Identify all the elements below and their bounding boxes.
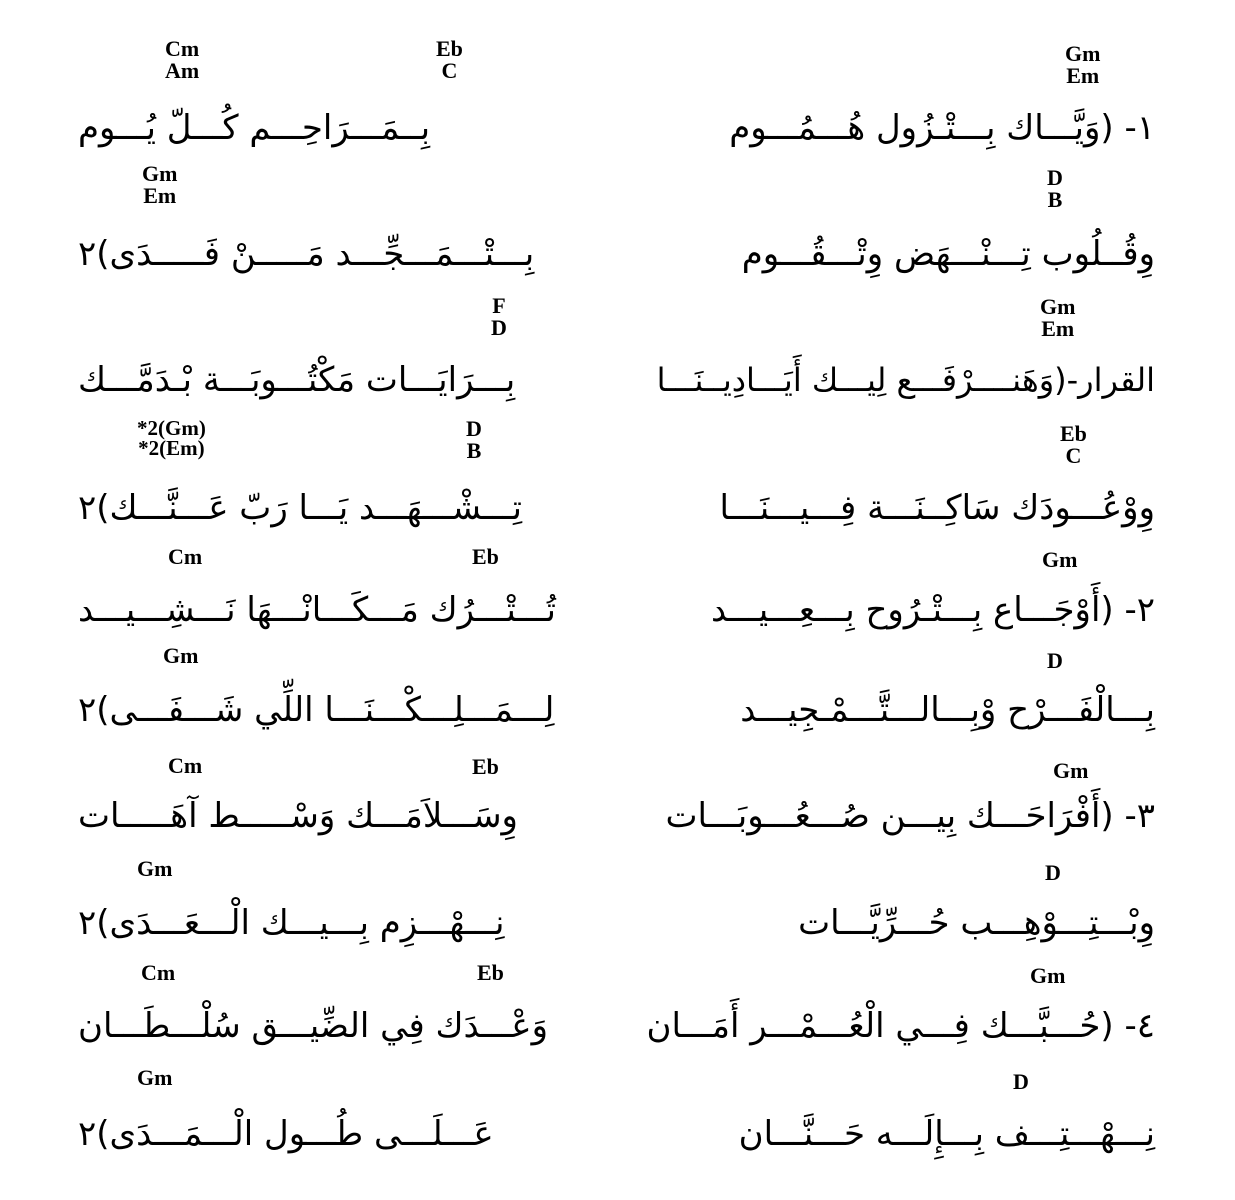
chord-bottom: *2(Em) <box>138 436 205 460</box>
chord-top: D <box>1047 165 1063 190</box>
chord-top: Gm <box>137 856 173 881</box>
lyric-line-right: ٣- (أَفْرَاحَـــك بِيـــن صُـــعُـــوبَـــات <box>665 796 1155 836</box>
chord-top: Eb <box>1060 421 1087 446</box>
chord-bottom: Am <box>165 58 200 83</box>
chord-top: Gm <box>1030 963 1066 988</box>
chord-top: Gm <box>142 161 178 186</box>
chord-top: Gm <box>1040 294 1076 319</box>
chord-label <box>1013 1071 1029 1093</box>
chord-label <box>168 755 202 777</box>
chord-top: D <box>1013 1069 1029 1094</box>
lyric-line-right: نِـــهْـــتِـــف بِـــإِلَـــه حَـــنَّـــان <box>738 1114 1155 1154</box>
chord-top: Cm <box>165 36 200 61</box>
chord-bottom: D <box>491 315 507 340</box>
chord-label <box>1030 965 1065 987</box>
chord-top: Eb <box>436 36 463 61</box>
chord-label <box>1047 167 1063 211</box>
chord-label <box>466 418 482 462</box>
chord-label <box>1053 760 1088 782</box>
chord-top: Gm <box>163 643 199 668</box>
chord-top: Gm <box>1065 41 1101 66</box>
chord-label <box>477 962 504 984</box>
chord-top: D <box>1047 648 1063 673</box>
chord-label <box>165 38 199 82</box>
lyric-line-right: ١- (وَيَّـــاك بِـــتْـزُول هُـــمُـــوم <box>729 108 1155 148</box>
chord-label <box>1042 549 1077 571</box>
chord-label <box>137 418 206 458</box>
chord-bottom: Em <box>1066 63 1100 88</box>
chord-label <box>142 163 177 207</box>
chord-top: F <box>492 293 506 318</box>
lyric-line-left: بِـــرَايَـــات مَكْتُـــوبَـــة بْـدَمَّـــك <box>78 360 516 400</box>
chord-top: Gm <box>1053 758 1089 783</box>
chord-label <box>472 546 499 568</box>
lyric-line-right: ٤- (حُـــبَّـــك فِـــي الْعُـــمْـــر أَمَـــان <box>646 1006 1155 1046</box>
lyric-line-left: تُـــتْـــرُك مَـــكَـــانْـــهَا نَـــشِـــيـــد <box>78 590 556 630</box>
lyric-line-left: لِـــمَـــلِـــكْـــنَـــا اللِّي شَـــفَـــى)٢ <box>78 690 555 730</box>
chord-top: Gm <box>1042 547 1078 572</box>
chord-top: D <box>466 416 482 441</box>
chord-top: Eb <box>472 544 499 569</box>
chord-label <box>137 1067 172 1089</box>
chord-label <box>1060 423 1087 467</box>
chord-bottom: Em <box>1041 316 1075 341</box>
lyric-line-left: بِــمَـــرَاحِـــم كُـــلّ يُـــوم <box>78 108 431 148</box>
lyric-line-right: وِبْـــتِـــوْهِـــب حُـــرِّيَّـــات <box>798 903 1155 943</box>
chord-top: Eb <box>477 960 504 985</box>
chord-label <box>137 858 172 880</box>
chord-label <box>1045 862 1061 884</box>
chord-label <box>472 756 499 778</box>
lyric-line-left: وِسَـــلاَمَـــك وَسْـــــط آهَـــــات <box>78 796 518 836</box>
chord-top: *2(Gm) <box>137 416 206 440</box>
lyric-line-right: ٢- (أَوْجَـــاع بِـــتْـرُوح بِـــعِـــيـــد <box>711 590 1155 630</box>
chord-top: Cm <box>168 753 203 778</box>
chord-label <box>141 962 175 984</box>
chord-bottom: C <box>1065 443 1082 468</box>
chord-label <box>1040 296 1075 340</box>
chord-label <box>1047 650 1063 672</box>
chord-bottom: B <box>466 438 482 463</box>
chord-top: Eb <box>472 754 499 779</box>
chord-top: Cm <box>141 960 176 985</box>
lyric-line-left: بِـــتْـــمَـــجِّـــد مَـــــنْ فَـــــدَى)٢ <box>78 234 535 274</box>
chord-bottom: B <box>1047 187 1063 212</box>
lyric-line-left: تِـــشْـــهَـــد يَـــا رَبّ عَـــنَّـــك)٢ <box>78 488 523 528</box>
chord-top: Cm <box>168 544 203 569</box>
lyric-line-left: وَعْـــدَك فِي الضِّيـــق سُلْـــطَـــان <box>78 1006 548 1046</box>
chord-bottom: C <box>441 58 458 83</box>
lyric-line-left: نِـــهْـــزِم بِـــيـــك الْـــعَـــدَى)٢ <box>78 903 505 943</box>
chord-label <box>436 38 463 82</box>
chord-label <box>491 295 507 339</box>
lyric-line-right: بِـــالْفَـــرْح وْبِـــالـــتَّـــمْـجِيـــد <box>740 690 1155 730</box>
lyric-line-left: عَـــلَـــى طُـــول الْـــمَـــدَى)٢ <box>78 1114 494 1154</box>
chord-label <box>168 546 202 568</box>
chord-label <box>163 645 198 667</box>
lyric-line-right: وِوْعُـــودَك سَاكِــنَـــة فِـــيـــنَـــا <box>719 488 1155 528</box>
chord-top: Gm <box>137 1065 173 1090</box>
chord-top: D <box>1045 860 1061 885</box>
chord-label <box>1065 43 1100 87</box>
chord-bottom: Em <box>143 183 177 208</box>
lyric-line-right: وِقُــلُوب تِـــنْـــهَض وِتْـــقُـــوم <box>741 234 1155 274</box>
lyric-line-right: القرار-(وَهَنــــرْفَـــع لِيـــك أَيَـــادِيــنَـــا <box>656 361 1155 399</box>
